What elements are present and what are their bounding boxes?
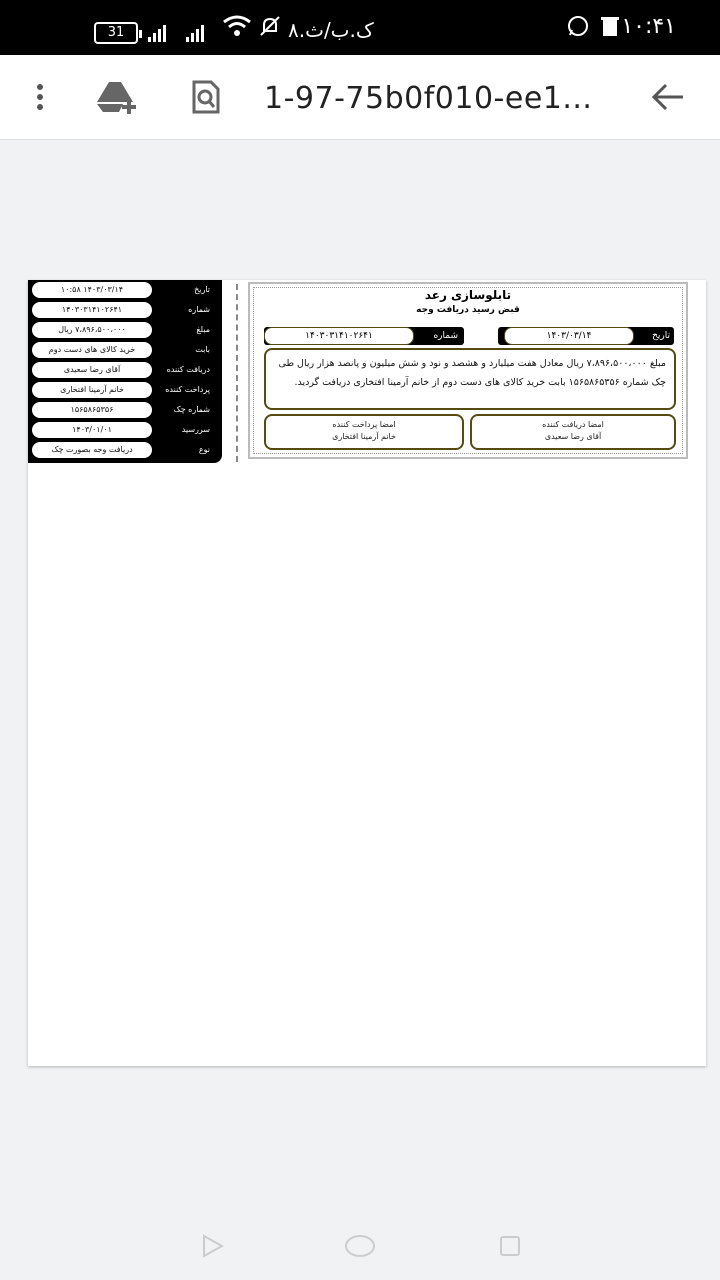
app-bar [0,55,720,140]
wifi-icon [222,14,252,43]
document-page[interactable] [28,280,706,1066]
whatsapp-icon [566,14,590,43]
company-name: تابلوسازی رعد [424,288,512,302]
stub-label: سررسید [181,425,210,434]
receipt-number [264,327,464,345]
perforation-line [236,284,238,462]
stub-row-for [28,341,222,359]
stub-label: پرداخت کننده [165,385,210,394]
receipt-body-text: مبلغ ۷،۸۹۶،۵۰۰،۰۰۰ ریال معادل هفت میلیارد و هشصد و نود و شش میلیون و پانصد هزار ریال طی چک شماره ۱۵۶۵۸۶۵۳۵۶ بابت خرید کالای های دست دوم از خانم آرمینا افتخاری دریافت گردید. [264,348,676,410]
stub-row-receiver [28,361,222,379]
stub-row-payer [28,381,222,399]
clock: ۱۰:۴۱ [621,14,676,39]
receipt-number-label: شماره [433,331,458,341]
stub-row-type [28,441,222,459]
receipt-number-value: ۱۴۰۳۰۳۱۴۱۰۲۶۴۱ [264,327,414,345]
back-arrow-icon[interactable] [646,75,690,119]
drive-add-icon[interactable] [96,75,140,119]
stub-value: ۱۴۰۳/۰۱/۰۱ [32,422,152,438]
stub-row-amount [28,321,222,339]
stub-row-number [28,301,222,319]
stub-row-date [28,281,222,299]
stub-value: ۱۴۰۳۰۳۱۴۱۰۲۶۴۱ [32,302,152,318]
stub-label: شماره [188,305,210,314]
payer-name: خانم آرمینا افتخاری [332,432,396,441]
stub-label: مبلغ [196,325,210,334]
payer-sign-label: امضا پرداخت کننده [332,420,396,429]
document-title: 1-97-75b0f010-ee1... [264,81,593,116]
signal-icon-2 [186,22,204,42]
home-nav-icon[interactable] [344,1234,376,1262]
status-bar [0,0,720,55]
battery-indicator: 31 [94,22,138,44]
stub-value: ۱۴۰۳/۰۳/۱۴ ۱۰:۵۸ [32,282,152,298]
stub-label: تاریخ [194,285,210,294]
receiver-name: آقای رضا سعیدی [544,432,602,441]
payer-signature-box [264,414,464,450]
stub-value: ۱۵۶۵۸۶۵۳۵۶ [32,402,152,418]
stub-row-due-date [28,421,222,439]
notification-muted-icon [258,14,282,43]
stub-row-check-number [28,401,222,419]
receiver-signature-box [470,414,676,450]
stub-label: دریافت کننده [166,365,210,374]
delete-icon [600,14,620,43]
stub-label: شماره چک [173,405,210,414]
stub-label: نوع [198,445,210,454]
stub-value: خرید کالای های دست دوم [32,342,152,358]
carrier-text: ۸.ک.ب/ث [288,18,374,42]
receipt-date-label: تاریخ [652,331,670,341]
receipt-date-value: ۱۴۰۳/۰۳/۱۴ [504,327,634,345]
receipt-date [498,327,674,345]
stub-value: آقای رضا سعیدی [32,362,152,378]
receipt-stub [28,280,222,463]
stub-label: بابت [195,345,210,354]
stub-value: دریافت وجه بصورت چک [32,442,152,458]
navigation-bar [0,1210,720,1280]
stub-value: ۷،۸۹۶،۵۰۰،۰۰۰ ریال [32,322,152,338]
signal-icon [148,22,166,42]
receiver-sign-label: امضا دریافت کننده [542,420,604,429]
find-in-page-icon[interactable] [184,75,228,119]
back-nav-icon[interactable] [200,1234,224,1262]
receipt-subtitle: قبض رسید دریافت وجه [416,305,520,315]
stub-value: خانم آرمینا افتخاری [32,382,152,398]
recents-nav-icon[interactable] [498,1234,522,1262]
more-vert-icon[interactable] [18,75,62,119]
receipt [248,282,688,459]
